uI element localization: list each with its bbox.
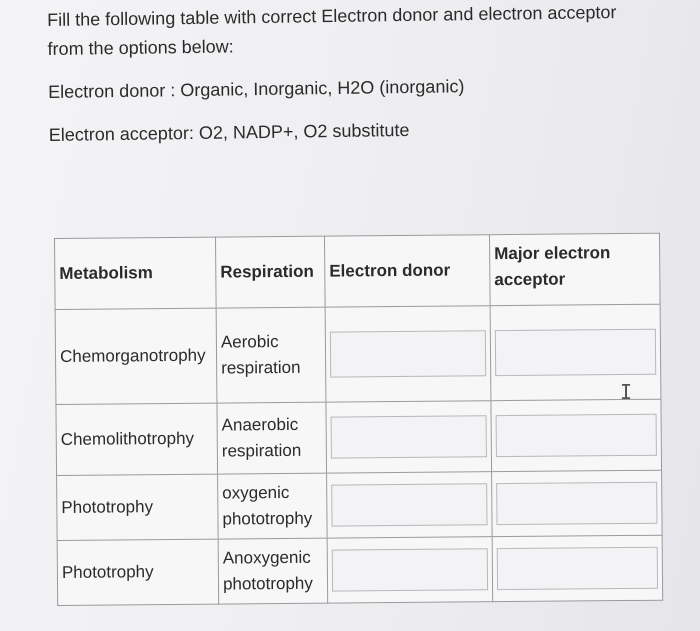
acceptor-cell	[491, 399, 662, 471]
respiration-cell: Anoxygenic phototrophy	[218, 538, 328, 604]
acceptor-options: Electron acceptor: O2, NADP+, O2 substitute	[48, 119, 410, 145]
electron-acceptor-input[interactable]	[497, 547, 658, 590]
header-respiration: Respiration	[215, 236, 325, 308]
header-electron-donor: Electron donor	[324, 235, 490, 307]
header-major-electron-acceptor: Major electron acceptor	[489, 233, 660, 305]
metabolism-cell: Phototrophy	[57, 539, 219, 605]
electron-donor-input[interactable]	[332, 548, 488, 591]
electron-acceptor-input[interactable]	[495, 329, 656, 376]
donor-cell	[327, 537, 493, 603]
donor-options: Electron donor : Organic, Inorganic, H2O (inorganic)	[48, 76, 465, 102]
instructions	[47, 0, 669, 150]
answer-table	[54, 233, 663, 606]
metabolism-cell: Phototrophy	[57, 474, 219, 540]
electron-donor-input[interactable]	[331, 415, 487, 458]
table-row	[57, 470, 663, 540]
acceptor-cell	[492, 535, 663, 601]
table-row	[57, 535, 663, 605]
respiration-cell: Aerobic respiration	[216, 307, 326, 403]
respiration-cell: Anaerobic respiration	[217, 402, 327, 474]
table-row	[55, 304, 661, 404]
electron-acceptor-input[interactable]	[496, 482, 657, 525]
metabolism-cell: Chemorganotrophy	[55, 308, 217, 404]
electron-donor-input[interactable]	[330, 330, 486, 377]
donor-cell	[325, 306, 491, 402]
electron-acceptor-input[interactable]	[496, 414, 657, 457]
text-cursor-icon: I	[620, 380, 633, 404]
donor-cell	[327, 472, 493, 538]
table-row	[56, 399, 662, 475]
acceptor-cell	[490, 304, 661, 404]
header-row	[55, 233, 661, 309]
metabolism-cell: Chemolithotrophy	[56, 403, 218, 475]
header-metabolism: Metabolism	[55, 237, 217, 309]
acceptor-cell	[492, 470, 663, 536]
respiration-cell: oxygenic phototrophy	[218, 473, 328, 539]
question-prompt: Fill the following table with correct Electron donor and electron acceptor from the options below:	[47, 2, 617, 59]
donor-cell	[326, 401, 492, 473]
electron-donor-input[interactable]	[331, 483, 487, 526]
